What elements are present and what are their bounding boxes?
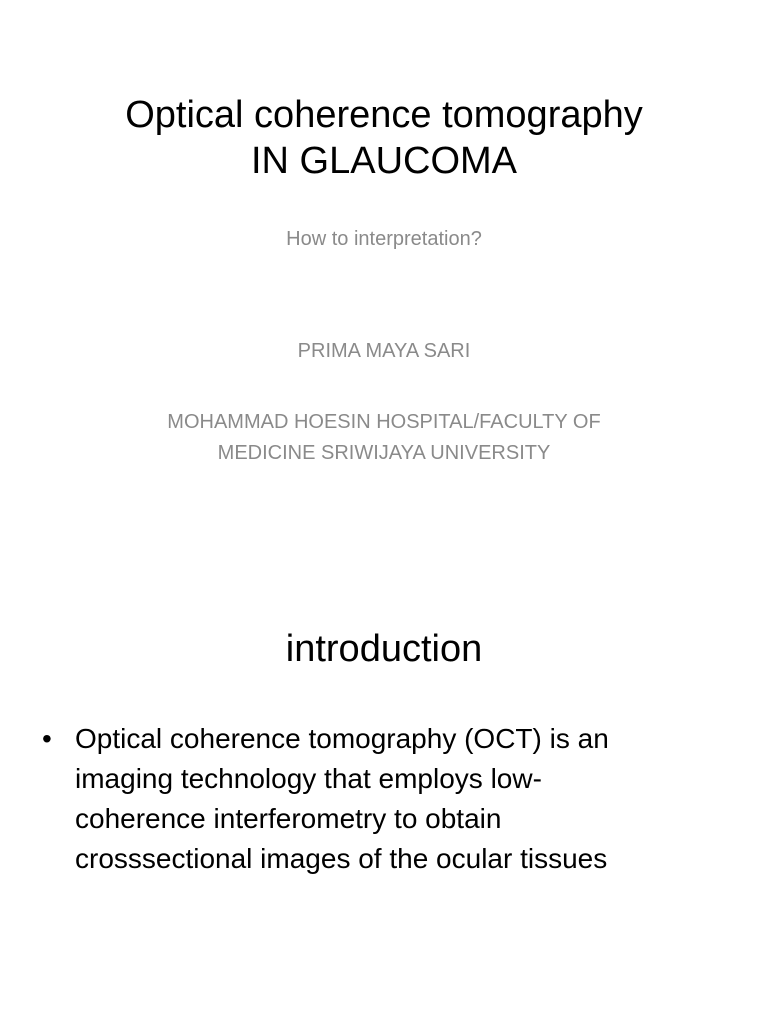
slide-title-heading <box>40 92 728 184</box>
slide-introduction <box>0 576 768 1024</box>
author-name: PRIMA MAYA SARI <box>297 340 471 362</box>
title-line-2: IN GLAUCOMA <box>250 140 518 182</box>
subtitle: How to interpretation? <box>286 228 482 250</box>
intro-heading: introduction <box>285 628 483 670</box>
author-affiliation <box>60 407 708 469</box>
bullet-line-3: coherence interferometry to obtain <box>75 803 502 834</box>
bullet-line-4: crosssectional images of the ocular tissues <box>75 843 608 874</box>
bullet-list <box>42 719 702 879</box>
bullet-icon: • <box>42 723 52 754</box>
title-line-1: Optical coherence tomography <box>125 94 643 136</box>
bullet-item <box>42 719 702 879</box>
bullet-line-2: imaging technology that employs low- <box>75 763 542 794</box>
affiliation-line-1: MOHAMMAD HOESIN HOSPITAL/FACULTY OF <box>167 411 601 433</box>
affiliation-line-2: MEDICINE SRIWIJAYA UNIVERSITY <box>217 442 551 464</box>
bullet-line-1: Optical coherence tomography (OCT) is an <box>75 723 609 754</box>
